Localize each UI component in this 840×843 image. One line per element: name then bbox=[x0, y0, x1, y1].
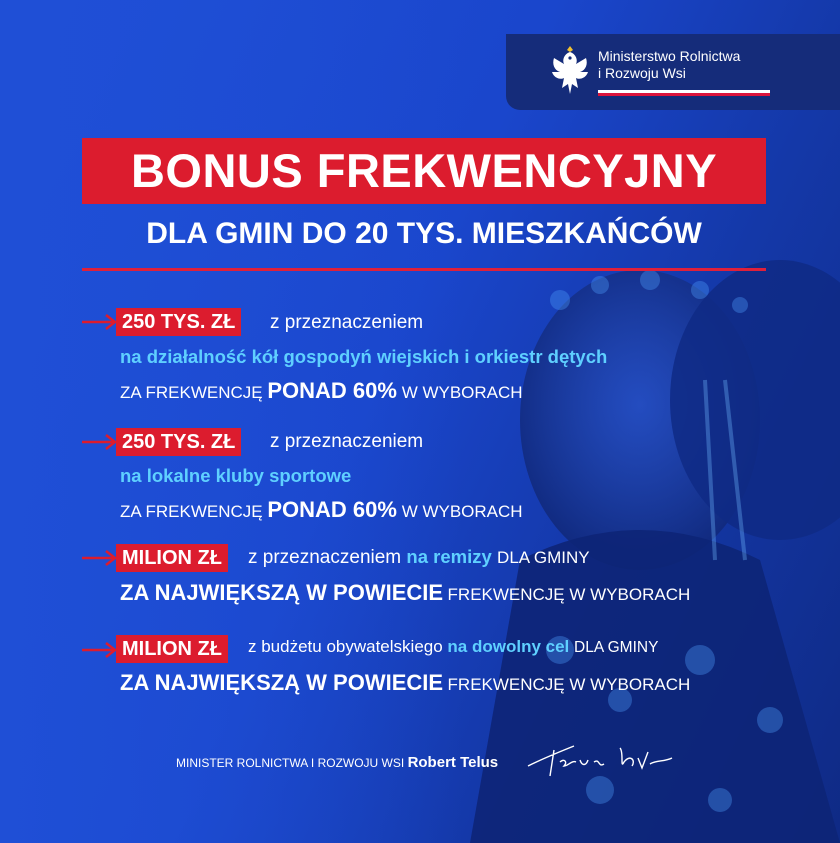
purpose-text: z przeznaczeniem bbox=[270, 312, 424, 333]
minister-name: Robert Telus bbox=[407, 754, 499, 771]
page-subtitle: DLA GMIN DO 20 TYS. MIESZKAŃCÓW bbox=[146, 217, 702, 250]
arrow-right-icon bbox=[82, 434, 118, 450]
target-text: na dowolny cel bbox=[447, 637, 570, 656]
condition-text bbox=[120, 378, 523, 404]
amount-badge: 250 TYS. ZŁ bbox=[116, 428, 241, 456]
page-title: BONUS FREKWENCYJNY bbox=[130, 144, 718, 197]
white-eagle-icon bbox=[544, 42, 596, 100]
condition-highlight: PONAD 60% bbox=[267, 497, 397, 522]
condition-text bbox=[120, 580, 690, 606]
condition-suffix: FREKWENCJĘ W WYBORACH bbox=[447, 675, 691, 694]
target-text: na remizy bbox=[406, 546, 492, 567]
condition-highlight: ZA NAJWIĘKSZĄ W POWIECIE bbox=[120, 580, 444, 605]
purpose-line bbox=[248, 546, 590, 569]
condition-prefix: ZA FREKWENCJĘ bbox=[120, 502, 263, 521]
target-text: na działalność kół gospodyń wiejskich i orkiestr dętych bbox=[120, 346, 608, 367]
ministry-name bbox=[598, 48, 798, 82]
condition-highlight: PONAD 60% bbox=[267, 378, 397, 403]
purpose-line bbox=[248, 637, 658, 657]
condition-suffix: FREKWENCJĘ W WYBORACH bbox=[447, 585, 691, 604]
condition-highlight: ZA NAJWIĘKSZĄ W POWIECIE bbox=[120, 670, 444, 695]
divider bbox=[82, 268, 766, 271]
ministry-logo-box bbox=[506, 34, 840, 110]
minister-role: MINISTER ROLNICTWA I ROZWOJU WSI bbox=[176, 756, 405, 770]
suffix-text: DLA GMINY bbox=[497, 548, 590, 567]
ministry-name-line1: Ministerstwo Rolnictwa bbox=[598, 48, 741, 64]
condition-suffix: W WYBORACH bbox=[401, 502, 523, 521]
polish-flag bbox=[598, 90, 770, 96]
purpose-text: z przeznaczeniem bbox=[248, 547, 402, 568]
amount-badge: MILION ZŁ bbox=[116, 544, 228, 572]
condition-text bbox=[120, 497, 523, 523]
arrow-right-icon bbox=[82, 314, 118, 330]
arrow-right-icon bbox=[82, 550, 118, 566]
signature-icon bbox=[524, 740, 674, 780]
arrow-right-icon bbox=[82, 642, 118, 658]
amount-badge: 250 TYS. ZŁ bbox=[116, 308, 241, 336]
condition-text bbox=[120, 670, 690, 696]
target-text: na lokalne kluby sportowe bbox=[120, 465, 352, 486]
condition-suffix: W WYBORACH bbox=[401, 383, 523, 402]
purpose-text: z przeznaczeniem bbox=[270, 431, 424, 452]
condition-prefix: ZA FREKWENCJĘ bbox=[120, 383, 263, 402]
purpose-text: z budżetu obywatelskiego bbox=[248, 637, 443, 656]
minister-caption bbox=[176, 754, 498, 771]
ministry-name-line2: i Rozwoju Wsi bbox=[598, 65, 686, 81]
amount-badge: MILION ZŁ bbox=[116, 635, 228, 663]
suffix-text: DLA GMINY bbox=[574, 639, 659, 656]
